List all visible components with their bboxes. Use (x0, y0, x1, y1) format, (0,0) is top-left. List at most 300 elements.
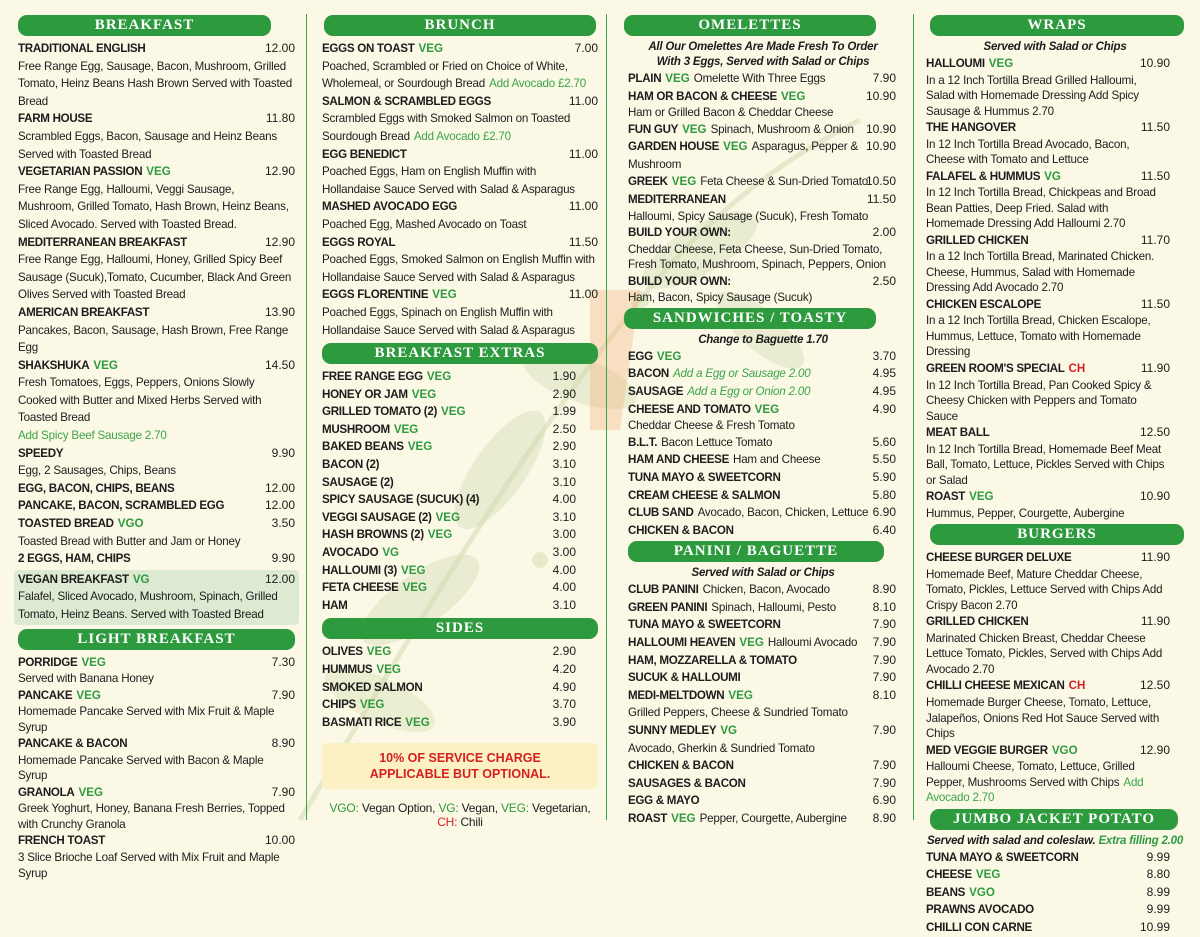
item-name: EGGS FLORENTINE (322, 288, 429, 302)
item-price: 3.50 (271, 516, 295, 531)
item-description (926, 378, 1170, 425)
menu-item-row (322, 714, 576, 732)
item-price: 7.90 (872, 670, 896, 685)
item-addon: Add Avocado £2.70 (413, 129, 511, 143)
item-name: BAKED BEANS (322, 440, 404, 454)
menu-item (322, 643, 576, 661)
item-price: 7.90 (872, 723, 896, 738)
item-description-text: In a 12 Inch Tortilla Bread, Marinated Chicken. Cheese, Hummus, Salad with Homemade Dressing Add Avocado 2.70 (926, 250, 1155, 295)
item-price: 2.50 (552, 421, 576, 436)
item-description (628, 418, 896, 434)
item-name: SPEEDY (18, 446, 64, 460)
sides-header: SIDES (322, 618, 598, 639)
item-name: AVOCADO (322, 546, 379, 560)
item-inline-desc: Feta Cheese & Sun-Dried Tomato (700, 175, 868, 189)
item-price: 11.90 (1140, 550, 1170, 565)
item-name: CHILLI CON CARNE (926, 921, 1032, 934)
menu-item-row (322, 368, 576, 386)
item-price: 2.90 (552, 439, 576, 454)
item-price: 7.90 (872, 635, 896, 650)
menu-item-row (926, 866, 1170, 884)
jacket-potato-list (926, 849, 1184, 937)
menu-item-row (628, 451, 896, 469)
item-price: 12.50 (1139, 678, 1170, 693)
item-name: EGGS ON TOAST (322, 42, 415, 55)
legend-vg-key: VG: (438, 801, 459, 816)
item-addon: Add Spicy Beef Sausage 2.70 (18, 429, 167, 443)
item-price: 12.00 (264, 480, 295, 495)
menu-item (18, 480, 295, 498)
menu-item-row (628, 401, 896, 419)
item-inline-desc: Asparagus, Pepper & Mushroom (628, 140, 858, 171)
menu-item (322, 368, 576, 386)
item-price: 11.50 (866, 192, 896, 207)
item-price: 11.90 (1140, 360, 1170, 375)
item-price: 3.90 (552, 714, 576, 729)
item-price: 11.90 (1140, 614, 1170, 629)
item-description-text: Ham or Grilled Bacon & Cheddar Cheese (628, 106, 834, 120)
menu-item (322, 491, 576, 509)
diet-tag: VEG (407, 440, 433, 454)
menu-item (18, 497, 295, 515)
item-price: 6.90 (872, 505, 896, 520)
diet-tag: VEG (780, 89, 806, 103)
item-price: 11.50 (568, 234, 598, 249)
legend-vg-value: Vegan, (461, 801, 498, 816)
menu-item-row (926, 488, 1170, 506)
brunch-list (322, 40, 598, 339)
item-name: SHAKSHUKA (18, 358, 90, 372)
diet-tag: VG (382, 546, 400, 560)
item-description (926, 185, 1170, 232)
diet-tag: VEG (441, 405, 466, 419)
menu-item-row (628, 810, 896, 828)
item-inline-desc: Ham and Cheese (733, 453, 821, 467)
item-price: 11.70 (1140, 232, 1170, 247)
item-name: GREEN PANINI (628, 600, 708, 614)
sides-list (322, 643, 598, 731)
menu-item-row (322, 661, 576, 679)
item-price: 12.90 (1139, 742, 1170, 757)
menu-item (926, 742, 1170, 806)
item-price: 4.95 (872, 366, 896, 381)
item-description (322, 163, 598, 198)
item-price: 2.90 (552, 386, 576, 401)
item-price: 10.90 (1139, 489, 1170, 504)
menu-item-row (628, 348, 896, 366)
item-inline-desc: Pepper, Courgette, Aubergine (699, 812, 847, 825)
item-description-text: In a 12 Inch Tortilla Bread, Chicken Escalope, Hummus, Lettuce, Tomato with Homemade Dressing (926, 314, 1151, 359)
item-price: 7.90 (872, 652, 896, 667)
item-price: 4.00 (552, 492, 576, 507)
item-price: 3.10 (552, 457, 576, 472)
menu-item (628, 616, 896, 634)
item-price: 3.10 (552, 474, 576, 489)
menu-item-row (628, 757, 896, 775)
item-description (18, 704, 295, 735)
diet-tag: VEG (656, 349, 682, 363)
item-price: 7.00 (574, 41, 598, 55)
item-price: 2.00 (872, 225, 896, 240)
item-price: 10.90 (865, 139, 896, 154)
menu-item (18, 515, 295, 550)
item-name: PANCAKE, BACON, SCRAMBLED EGG (18, 499, 225, 513)
item-description (926, 137, 1170, 168)
item-addon: Add a Egg or Onion 2.00 (687, 385, 811, 399)
diet-tag: VEG (435, 510, 461, 524)
item-price: 8.90 (271, 736, 295, 751)
item-description-text: Hummus, Pepper, Courgette, Aubergine (926, 506, 1125, 520)
menu-item-row (18, 357, 295, 375)
menu-item (628, 451, 896, 469)
item-description-text: Greek Yoghurt, Honey, Banana Fresh Berries, Topped with Crunchy Granola (18, 802, 285, 831)
menu-item-row (628, 775, 896, 793)
menu-item-row (628, 173, 896, 191)
item-description (322, 216, 598, 234)
item-name: AMERICAN BREAKFAST (18, 305, 150, 319)
item-description-text: Falafel, Sliced Avocado, Mushroom, Spinach, Grilled Tomato, Heinz Beans. Served with Toasted Bread (18, 590, 278, 621)
item-name: PORRIDGE (18, 655, 78, 669)
sandwiches-subtitle: Change to Baguette 1.70 (698, 333, 828, 346)
item-price: 4.95 (872, 384, 896, 399)
item-description (18, 251, 295, 304)
item-description (926, 695, 1170, 742)
menu-item (628, 487, 896, 505)
item-description-text: Pancakes, Bacon, Sausage, Hash Brown, Free Range Egg (18, 323, 289, 355)
menu-item-row (628, 634, 896, 652)
item-price: 4.90 (872, 401, 896, 416)
menu-item (18, 304, 295, 357)
menu-item-row (322, 509, 576, 527)
menu-item (322, 198, 598, 233)
item-price: 12.50 (1139, 425, 1170, 440)
item-addon: Add a Egg or Sausage 2.00 (673, 367, 811, 381)
menu-item-row (926, 55, 1170, 73)
menu-item (628, 757, 896, 775)
item-name: TUNA MAYO & SWEETCORN (628, 470, 781, 484)
item-name: CHEESE (926, 868, 972, 882)
item-name: CHICKEN ESCALOPE (926, 297, 1042, 311)
menu-item (18, 735, 295, 784)
item-description-text: Served with Banana Honey (18, 672, 154, 686)
item-price: 7.90 (872, 617, 896, 632)
menu-item-row (926, 119, 1170, 137)
menu-item (18, 445, 295, 480)
service-charge-notice (322, 743, 598, 789)
menu-item (628, 383, 896, 401)
item-name: HALLOUMI (926, 57, 985, 70)
menu-item-row (628, 121, 896, 139)
item-description-text: Homemade Pancake Served with Mix Fruit & Maple Syrup (18, 705, 275, 734)
column-divider (306, 14, 307, 820)
diet-tag: VEG (671, 812, 696, 825)
menu-item (322, 403, 576, 421)
item-name: CREAM CHEESE & SALMON (628, 488, 781, 502)
menu-item (926, 296, 1170, 360)
item-name: TRADITIONAL ENGLISH (18, 42, 146, 55)
menu-item (628, 810, 896, 828)
item-name: SALMON & SCRAMBLED EGGS (322, 94, 491, 108)
item-price: 1.99 (552, 404, 576, 419)
item-name: HAM, MOZZARELLA & TOMATO (628, 653, 797, 667)
menu-item-row (926, 919, 1170, 937)
diet-tag: VEG (411, 387, 437, 401)
diet-tag: VGO (1051, 743, 1078, 757)
light-breakfast-header: LIGHT BREAKFAST (18, 629, 295, 650)
breakfast-extras-header: BREAKFAST EXTRAS (322, 343, 598, 364)
menu-item (628, 522, 896, 540)
menu-item (628, 348, 896, 366)
item-description (322, 304, 598, 339)
menu-item (628, 581, 896, 599)
diet-tag: VEG (754, 402, 780, 416)
item-description (18, 374, 295, 444)
diet-tag: VEG (402, 581, 428, 595)
item-description (18, 462, 295, 480)
menu-item-row (926, 613, 1170, 631)
diet-tag: VEG (359, 698, 385, 712)
item-price: 10.00 (264, 833, 295, 848)
item-inline-desc: Halloumi Avocado (767, 636, 858, 650)
column-1 (18, 12, 295, 881)
menu-item-row (18, 40, 295, 58)
menu-item-row (18, 163, 295, 181)
menu-item (926, 549, 1170, 613)
item-price: 8.90 (872, 582, 896, 597)
item-name: VEGAN BREAKFAST (18, 572, 129, 586)
menu-item-row (322, 93, 598, 111)
menu-item-row (322, 643, 576, 661)
item-description-text: Poached Eggs, Ham on English Muffin with Hollandaise Sauce Served with Salad & Asparagus (322, 165, 575, 196)
menu-item-row (322, 386, 576, 404)
menu-item-row (628, 138, 896, 173)
item-price: 9.90 (271, 551, 295, 566)
menu-item (628, 687, 896, 722)
item-description-text: Homemade Pancake Served with Bacon & Maple Syrup (18, 753, 264, 783)
item-inline-desc: Avocado, Bacon, Chicken, Lettuce (697, 506, 869, 520)
menu-item-row (18, 480, 295, 498)
item-description (926, 506, 1170, 522)
diet-tag: VG (720, 724, 738, 738)
item-price: 2.50 (872, 273, 896, 288)
menu-item-row (322, 696, 576, 714)
item-price: 12.90 (264, 164, 295, 179)
menu-item-row (628, 70, 896, 88)
menu-item (926, 613, 1170, 677)
menu-item (926, 488, 1170, 521)
diet-legend (322, 801, 598, 829)
item-description (926, 631, 1170, 678)
menu-item (18, 687, 295, 736)
menu-item-row (628, 487, 896, 505)
item-description-text: In a 12 Inch Tortilla Bread Grilled Halloumi, Salad with Homemade Dressing Add Spicy Sausage & Hummus 2.70 (926, 73, 1139, 118)
menu-item (18, 784, 295, 833)
menu-item (628, 504, 896, 522)
item-name: CLUB SAND (628, 506, 694, 520)
item-price: 8.80 (1146, 867, 1170, 882)
item-name: HAM (322, 598, 348, 612)
jacket-subtitle-extra: Extra filling 2.00 (1098, 834, 1184, 847)
item-description (18, 588, 295, 623)
item-description-text: In 12 Inch Tortilla Bread, Pan Cooked Spicy & Cheesy Chicken with Peppers and Tomato Sauce (926, 378, 1152, 423)
item-price: 12.90 (264, 234, 295, 249)
item-price: 4.90 (552, 679, 576, 694)
menu-item-row (628, 522, 896, 540)
menu-item (322, 714, 576, 732)
item-name: SUNNY MEDLEY (628, 724, 717, 738)
diet-tag: VEG (975, 868, 1001, 882)
item-description (926, 313, 1170, 360)
column-divider (606, 14, 607, 820)
item-description-text: Egg, 2 Sausages, Chips, Beans (18, 464, 176, 478)
item-price: 1.90 (552, 369, 576, 384)
item-name: SUCUK & HALLOUMI (628, 671, 741, 685)
menu-item (628, 401, 896, 434)
item-price: 7.90 (271, 687, 295, 702)
diet-tag: VEG (418, 42, 443, 55)
item-price: 11.80 (265, 111, 295, 126)
item-description (322, 110, 598, 145)
item-name: B.L.T. (628, 435, 658, 449)
item-price: 8.10 (872, 599, 896, 614)
column-divider (913, 14, 914, 820)
item-price: 12.00 (264, 41, 295, 55)
item-name: PLAIN (628, 72, 662, 85)
item-name: OLIVES (322, 645, 363, 659)
item-description (628, 105, 896, 121)
item-price: 8.90 (872, 811, 896, 825)
diet-tag: VEG (81, 655, 106, 669)
panini-subtitle: Served with Salad or Chips (691, 567, 835, 580)
menu-item (322, 93, 598, 146)
menu-item (926, 677, 1170, 741)
item-name: FARM HOUSE (18, 112, 93, 126)
item-price: 12.00 (264, 571, 295, 586)
item-price: 5.60 (872, 434, 896, 449)
menu-item (18, 550, 295, 568)
service-charge-line1: 10% OF SERVICE CHARGE (379, 751, 541, 766)
menu-item-row (322, 403, 576, 421)
menu-item (628, 669, 896, 687)
diet-tag: VEG (427, 528, 453, 542)
menu-item (926, 55, 1170, 119)
menu-item (18, 110, 295, 163)
item-name: PANCAKE (18, 688, 73, 702)
item-price: 8.99 (1146, 884, 1170, 899)
item-price: 7.90 (872, 758, 896, 773)
item-description (926, 73, 1170, 120)
item-name: BUILD YOUR OWN: (628, 274, 731, 288)
diet-tag: VEG (665, 72, 690, 85)
legend-veg-key: VEG: (500, 801, 529, 816)
item-price: 9.99 (1146, 902, 1170, 917)
item-description-text: Free Range Egg, Sausage, Bacon, Mushroom, Grilled Tomato, Heinz Beans Hash Brown Served with Toasted Bread (18, 59, 292, 108)
item-name: GRILLED CHICKEN (926, 233, 1029, 247)
item-name: HUMMUS (322, 663, 373, 676)
menu-item-row (18, 832, 295, 850)
light-breakfast-list (18, 654, 295, 881)
item-price: 12.00 (264, 498, 295, 513)
item-name: VEGETARIAN PASSION (18, 165, 143, 179)
item-price: 10.90 (1139, 56, 1170, 70)
item-name: MASHED AVOCADO EGG (322, 200, 458, 214)
item-price: 3.10 (552, 509, 576, 524)
burgers-header: BURGERS (930, 524, 1184, 545)
menu-item-row (322, 491, 576, 509)
column-2 (322, 12, 598, 829)
menu-item (628, 121, 896, 139)
item-description (18, 128, 295, 163)
menu-item (628, 365, 896, 383)
item-name: CHICKEN & BACON (628, 759, 734, 773)
item-price: 6.90 (872, 793, 896, 808)
menu-item (14, 570, 299, 625)
panini-header: PANINI / BAGUETTE (628, 541, 884, 562)
menu-item-row (322, 198, 598, 216)
item-name: BEANS (926, 885, 966, 899)
diet-tag: VEG (366, 645, 392, 659)
menu-item-row (926, 360, 1170, 378)
item-price: 10.90 (865, 88, 896, 103)
menu-item-row (628, 504, 896, 522)
menu-item-row (926, 549, 1170, 567)
menu-item-row (926, 677, 1170, 695)
item-name: BUILD YOUR OWN: (628, 226, 731, 240)
omelettes-list (628, 70, 898, 306)
item-price: 7.90 (271, 784, 295, 799)
item-name: CHEESE AND TOMATO (628, 402, 751, 416)
item-description-text: Cheddar Cheese, Feta Cheese, Sun-Dried Tomato, Fresh Tomato, Mushroom, Spinach, Peppers, Onion (628, 242, 886, 272)
item-description-text: Toasted Bread with Butter and Jam or Honey (18, 534, 241, 548)
item-name: CHEESE BURGER DELUXE (926, 551, 1072, 565)
menu-item (322, 286, 598, 339)
item-description (628, 242, 896, 273)
menu-item (926, 168, 1170, 232)
item-price: 5.80 (872, 487, 896, 502)
menu-item (926, 884, 1170, 902)
item-name: BASMATI RICE (322, 715, 402, 729)
item-inline-desc: Chicken, Bacon, Avocado (702, 583, 830, 597)
menu-item-row (628, 687, 896, 705)
menu-item-row (322, 679, 576, 697)
item-name: CHICKEN & BACON (628, 523, 734, 537)
item-price: 5.90 (872, 469, 896, 484)
menu-item (322, 544, 576, 562)
item-price: 7.90 (872, 71, 896, 85)
menu-item (628, 191, 896, 224)
menu-item-row (628, 792, 896, 810)
menu-item (322, 679, 576, 697)
legend-vgo-value: Vegan Option, (361, 801, 436, 816)
menu-item-row (18, 571, 295, 589)
menu-item-row (18, 110, 295, 128)
diet-tag: VEG (426, 370, 452, 384)
item-price: 3.00 (552, 545, 576, 560)
item-description-text: Halloumi, Spicy Sausage (Sucuk), Fresh Tomato (628, 209, 869, 223)
item-name: CLUB PANINI (628, 583, 699, 597)
item-name: TUNA MAYO & SWEETCORN (926, 850, 1079, 864)
sandwiches-list (628, 348, 898, 539)
diet-tag: VEG (671, 175, 697, 189)
menu-item (18, 163, 295, 233)
item-description (322, 58, 598, 93)
item-inline-desc: Spinach, Mushroom & Onion (710, 122, 854, 136)
menu-item (926, 919, 1170, 937)
item-name: MEDITERRANEAN (628, 193, 726, 207)
item-name: SAUSAGE (2) (322, 475, 394, 489)
menu-item (322, 696, 576, 714)
menu-item-row (628, 191, 896, 209)
